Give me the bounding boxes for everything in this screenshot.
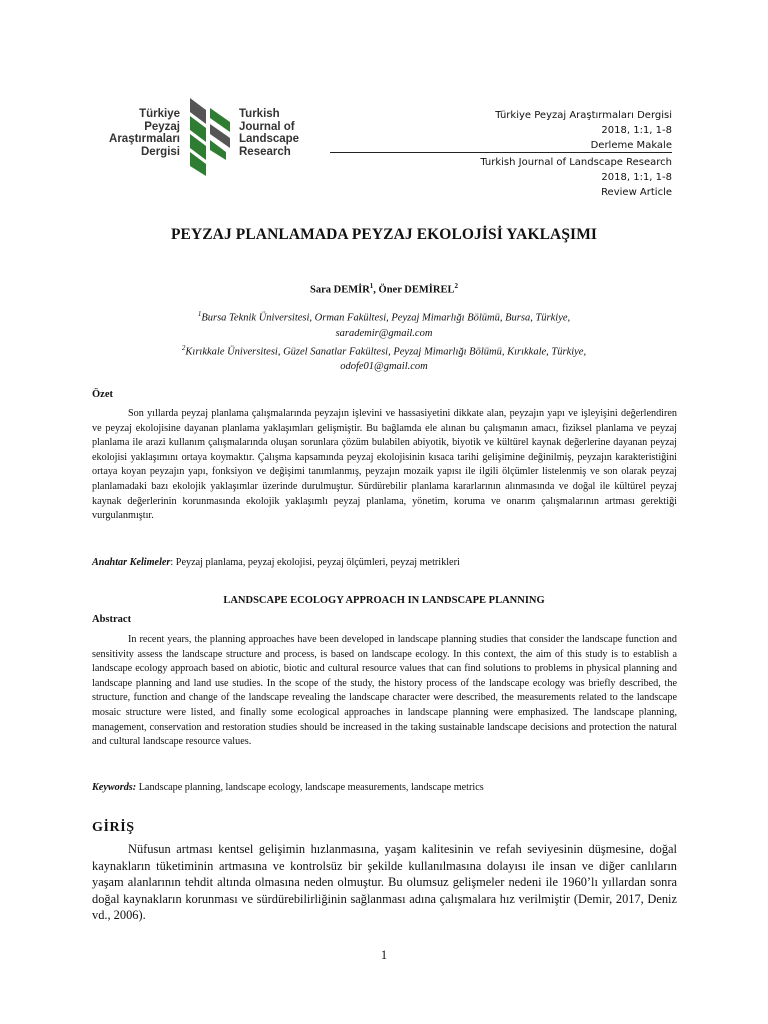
giris-heading: GİRİŞ xyxy=(92,820,135,835)
abstract-paragraph: In recent years, the planning approaches have been developed in landscape planning studies that consider the landscape function and sensitivity assess the landscape structure and process, is based on landscape ecology. In this context, the aim of this study is to establish a landscape ecology approach based on abiotic, biotic and cultural resource values that can find solutions to problems in physical planning and landscape planning and land use studies. In the scope of the study, the history process of the landscape ecology was briefly described, the structure, function and change of the landscape revealing the landscape character were described, the measurements related to the landscape mosaic structure were listed, and finally some ecological approaches in landscape planning were emphasized. The landscape planning, management, conservation and restoration studies should be increased in the taking sustainable landscape decisions and protection the natural and cultural landscape resource values. xyxy=(92,634,677,748)
journal-logo xyxy=(92,94,322,180)
ozet-keywords: Anahtar Kelimeler: Peyzaj planlama, peyzaj ekolojisi, peyzaj ölçümleri, peyzaj metrikleri xyxy=(92,557,460,568)
journal-name-tr: Türkiye Peyzaj Araştırmaları Dergisi xyxy=(495,110,672,121)
journal-name-en: Turkish Journal of Landscape Research xyxy=(480,157,672,168)
logo-text-turkish: Türkiye Peyzaj Araştırmaları Dergisi xyxy=(109,108,180,158)
authors: Sara DEMİR$^1$, Öner DEMİREL$^2$ xyxy=(310,282,458,296)
header-divider xyxy=(330,152,672,153)
journal-issue-en: 2018, 1:1, 1-8 xyxy=(601,172,672,183)
affiliation-1: $^1$Bursa Teknik Üniversitesi, Orman Fakültesi, Peyzaj Mimarlığı Bölümü, Bursa, Türkiye, xyxy=(197,310,571,324)
paper-title: PEYZAJ PLANLAMADA PEYZAJ EKOLOJİSİ YAKLAŞIMI xyxy=(170,226,598,243)
affiliation-2: $^2$Kırıkkale Üniversitesi, Güzel Sanatlar Fakültesi, Peyzaj Mimarlığı Bölümü, Kırıkkale, Türkiye, xyxy=(181,343,587,357)
logo-emblem-icon xyxy=(186,94,234,180)
giris-paragraph: Nüfusun artması kentsel gelişimin hızlanmasına, yaşam kalitesinin ve refah seviyesinin düşmesine, doğal kaynakların tüketiminin artmasına ve kontrolsüz bir şekilde kullanılmasına dolayısı ile insan ve diğer canlıların yaşam alanlarının tehdit altında olmasına neden olmuştur. Bu olumsuz gelişmeler nedeni ile 1960’lı yıllardan sonra doğal kaynakların korunması ve sürdürebilirliğinin sağlanması adına çalışmalara hız verilmiştir (Demir, 2017, Deniz vd., 2006). xyxy=(92,842,677,923)
abstract-keywords: Keywords: Landscape planning, landscape ecology, landscape measurements, landscape metrics xyxy=(92,782,484,793)
ozet-paragraph: Son yıllarda peyzaj planlama çalışmalarında peyzajın işlevini ve hassasiyetini dikkate alan, peyzajın yapı ve işleyişini değerlendiren ve peyzaj ekolojisine dayanan planlama yaklaşımları gelişmiştir. Bu bağlamda ele alınan bu çalışmanın amacı, fiziksel planlama ve peyzaj planlama ile arazi kullanım çalışmalarında oluşan sorunlara çözüm bulabilen abiyotik, biyotik ve kültürel kaynak değerlerine dayanan peyzaj ekolojisi yaklaşımını ortaya koymaktır. Çalışma kapsamında peyzaj ekolojisinin kısaca tarihi gelişimine değinilmiş, peyzajın karakteristiğini ortaya koyan peyzajın yapı, fonksiyon ve değişimi tanımlanmış, peyzajın mozaik yapısı ile ilgili ölçümler listelenmiş ve son olarak peyzaj planlamadaki bazı ekolojik yaklaşımlar üzerinde durulmuştur. Sürdürebilir planlama kararlarının alınmasında ve doğal ile kültürel peyzaj kaynak değerlerinin korunmasında ekolojik yaklaşımlı peyzaj planlama, yönetim, koruma ve onarım çalışmalarının artması gerektiği vurgulanmıştır. xyxy=(92,408,677,522)
article-type-en: Review Article xyxy=(601,187,672,198)
affiliations xyxy=(0,307,768,374)
journal-issue-tr: 2018, 1:1, 1-8 xyxy=(601,125,672,136)
email-1[interactable]: sarademir@gmail.com xyxy=(335,327,433,339)
english-title: LANDSCAPE ECOLOGY APPROACH IN LANDSCAPE PLANNING xyxy=(223,595,545,606)
page-number: 1 xyxy=(380,948,388,962)
abstract-heading: Abstract xyxy=(92,614,132,625)
ozet-heading: Özet xyxy=(92,389,113,400)
article-type-tr: Derleme Makale xyxy=(590,140,672,151)
journal-info xyxy=(442,108,672,200)
email-2[interactable]: odofe01@gmail.com xyxy=(340,361,428,372)
logo-text-english: Turkish Journal of Landscape Research xyxy=(239,108,300,158)
